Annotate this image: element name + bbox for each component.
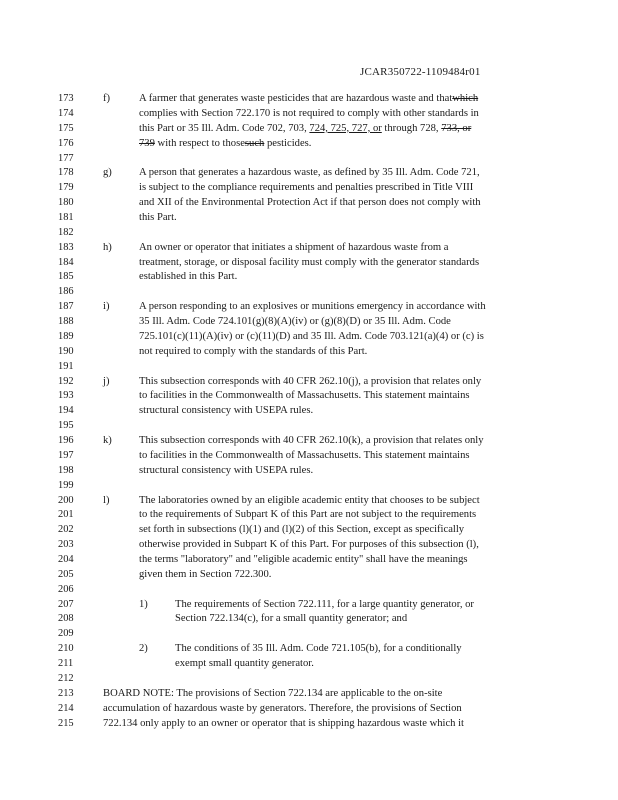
line-text [139,256,479,270]
text-segment: this Part. [139,212,177,223]
line-text [139,345,367,359]
subsection-marker: k) [103,435,112,446]
line-text [139,315,451,329]
deleted-text: which [452,93,479,104]
subsection-marker: l) [103,494,110,506]
line-text [139,464,313,478]
line-number: 177 [58,152,74,164]
line-number: 209 [58,628,74,640]
subsection-marker: f) [103,93,111,104]
subsection-marker: j) [103,375,110,387]
line-number: 181 [58,212,74,223]
subsection-marker: i) [103,301,110,313]
text-segment: This subsection corresponds with 40 CFR 262.10(j), a provision that relates only [139,375,482,387]
text-segment: structural consistency with USEPA rules. [139,405,314,417]
text-segment: An owner or operator that initiates a shipment of hazardous waste from a [139,241,449,253]
text-segment: through 728, [381,122,442,134]
line-number: 186 [58,286,74,298]
line-text [175,612,407,626]
line-text [139,241,448,255]
line-number: 189 [58,330,74,342]
line-number: 212 [58,672,74,684]
text-segment: 722.134 only apply to an owner or operator that is shipping hazardous waste which it [103,717,464,729]
line-text [139,122,471,136]
text-segment: structural consistency with USEPA rules. [139,464,314,476]
line-text [139,523,464,537]
line-number: 188 [58,316,74,327]
text-segment: is subject to the compliance requirements and penalties prescribed in Title VIII [139,182,474,194]
line-text [139,330,484,344]
line-text [175,642,462,656]
line-number: 211 [58,658,74,670]
text-segment: The requirements of Section 722.111, for a large quantity generator, or [175,598,474,610]
deleted-text: 733, or [441,122,472,134]
text-segment: this Part or 35 Ill. Adm. Code 702, 703, [139,122,310,134]
text-segment: given them in Section 722.300. [139,568,272,580]
text-segment: established in this Part. [139,271,238,283]
line-text [139,449,470,463]
line-number: 183 [58,241,74,253]
text-segment: with respect to those [154,137,245,149]
document-id-header: JCAR350722-1109484r01 [360,66,481,78]
line-text [139,92,478,106]
line-number: 196 [58,435,74,446]
line-number: 190 [58,345,74,357]
text-segment: A farmer that generates waste pesticides that are hazardous waste and that [139,93,453,104]
line-number: 194 [58,405,74,417]
line-number: 193 [58,390,74,402]
line-text [139,538,479,552]
text-segment: The conditions of 35 Ill. Adm. Code 721.105(b), for a conditionally [175,643,462,655]
line-number: 213 [58,687,74,699]
text-segment: to facilities in the Commonwealth of Massachusetts. This statement maintains [139,449,470,461]
line-text [139,389,470,403]
line-number: 197 [58,449,74,461]
line-text [139,375,481,389]
deleted-text: 739 [139,137,155,149]
text-segment: This subsection corresponds with 40 CFR 262.10(k), a provision that relates only [139,435,484,446]
text-segment: not required to comply with the standards of this Part. [139,345,368,357]
line-text [139,494,480,508]
text-segment: accumulation of hazardous waste by generators. Therefore, the provisions of Section [103,702,462,714]
line-text [139,137,311,151]
line-number: 175 [58,122,74,134]
line-number: 214 [58,702,74,714]
text-segment: A person responding to an explosives or munitions emergency in accordance with [139,301,486,313]
line-number: 182 [58,226,74,238]
text-segment: exempt small quantity generator. [175,658,314,670]
line-number: 208 [58,613,74,625]
line-text [139,404,313,418]
line-text [139,166,480,180]
line-number: 207 [58,598,74,610]
line-text [139,107,479,121]
text-segment: to the requirements of Subpart K of this Part are not subject to the requirements [139,509,477,521]
line-text [139,508,476,522]
line-number: 192 [58,375,74,387]
line-number: 206 [58,583,74,595]
text-segment: and XII of the Environmental Protection Act if that person does not comply with [139,197,481,209]
subsection-marker: 2) [139,643,148,655]
line-text [139,568,271,582]
line-text [139,196,481,210]
line-number: 184 [58,256,74,268]
line-text [175,598,474,612]
line-number: 176 [58,137,74,149]
deleted-text: such [244,137,265,149]
line-number: 201 [58,509,74,521]
line-number: 215 [58,717,74,729]
line-number: 187 [58,301,74,313]
subsection-marker: h) [103,241,112,253]
line-number: 200 [58,494,74,506]
line-number: 178 [58,167,74,179]
text-segment: BOARD NOTE: The provisions of Section 722.134 are applicable to the on-site [103,687,443,699]
text-segment: 35 Ill. Adm. Code 724.101(g)(8)(A)(iv) or (g)(8)(D) or 35 Ill. Adm. Code [139,316,451,327]
line-text [103,702,462,716]
line-number: 205 [58,568,74,580]
line-number: 210 [58,643,74,655]
line-number: 203 [58,539,74,551]
text-segment: otherwise provided in Subpart K of this Part. For purposes of this subsection (l), [139,539,479,551]
text-segment: set forth in subsections (l)(1) and (l)(2) of this Section, except as specifically [139,524,465,536]
line-text [103,687,442,701]
text-segment: The laboratories owned by an eligible academic entity that chooses to be subject [139,494,480,506]
line-number: 174 [58,107,74,119]
line-text [139,181,473,195]
line-text [139,211,177,225]
text-segment: 725.101(c)(11)(A)(iv) or (c)(11)(D) and 35 Ill. Adm. Code 703.121(a)(4) or (c) is [139,330,484,342]
line-text [139,270,237,284]
line-text [139,434,484,448]
text-segment: to facilities in the Commonwealth of Massachusetts. This statement maintains [139,390,470,402]
subsection-marker: 1) [139,598,148,610]
text-segment: pesticides. [264,137,312,149]
line-number: 202 [58,524,74,536]
line-number: 191 [58,360,74,372]
text-segment: Section 722.134(c), for a small quantity generator; and [175,613,408,625]
text-segment: the terms "laboratory" and "eligible academic entity" shall have the meanings [139,554,468,565]
line-text [103,717,464,731]
text-segment: treatment, storage, or disposal facility must comply with the generator standards [139,256,480,268]
line-text [139,553,468,567]
line-text [175,657,314,671]
inserted-text: 724, 725, 727, or [309,122,382,134]
line-number: 204 [58,554,74,565]
text-segment: complies with Section 722.170 is not required to comply with other standards in [139,107,479,119]
text-segment: A person that generates a hazardous waste, as defined by 35 Ill. Adm. Code 721, [139,167,480,179]
line-number: 185 [58,271,74,283]
line-number: 195 [58,420,74,432]
line-number: 198 [58,464,74,476]
line-number: 173 [58,93,74,104]
line-text [139,300,486,314]
line-number: 199 [58,479,74,491]
subsection-marker: g) [103,167,112,179]
line-number: 179 [58,182,74,194]
line-number: 180 [58,197,74,209]
